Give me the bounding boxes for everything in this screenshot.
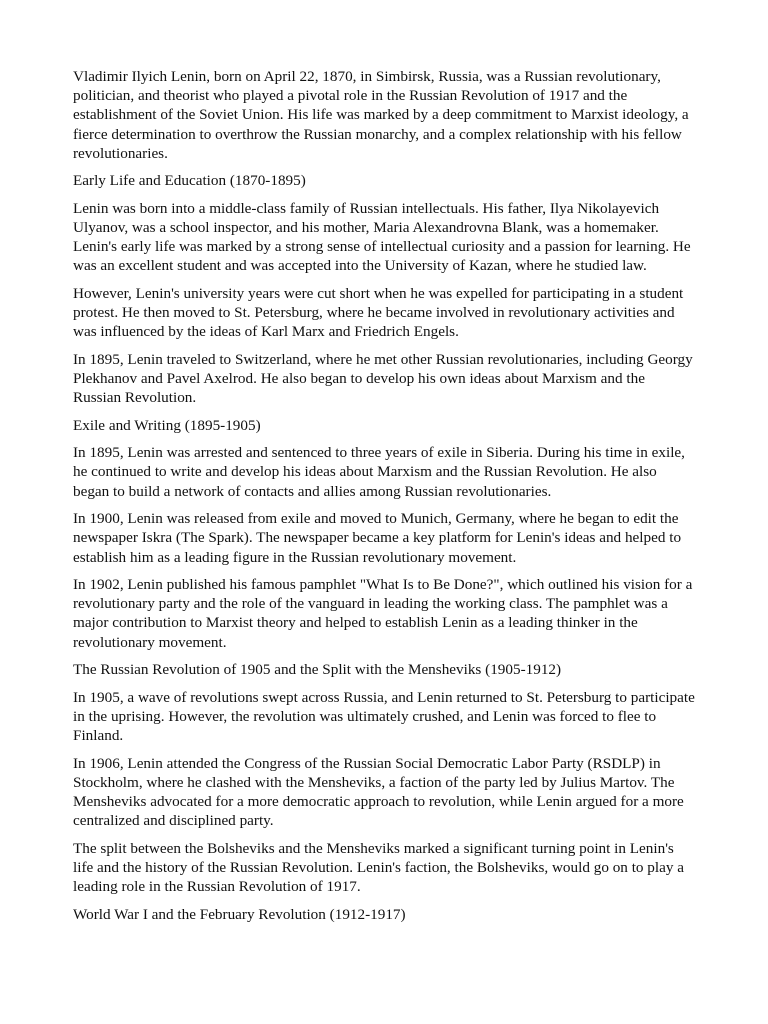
paragraph-what-is-to-be-done: In 1902, Lenin published his famous pamphlet "What Is to Be Done?", which outlined his vision for a revolutionary party and the role of the vanguard in leading the working class. The pamphlet was a major contribution to Marxist theory and helped to establish Lenin as a leading thinker in the revolutionary movement. <box>73 576 693 651</box>
document-body <box>73 67 696 932</box>
paragraph-siberia: In 1895, Lenin was arrested and sentenced to three years of exile in Siberia. During his time in exile, he continued to write and develop his ideas about Marxism and the Russian Revolution. He also began to build a network of contacts and allies among Russian revolutionaries. <box>73 444 685 500</box>
section-heading-early-life: Early Life and Education (1870-1895) <box>73 172 306 190</box>
paragraph-split: The split between the Bolsheviks and the Mensheviks marked a significant turning point in Lenin's life and the history of the Russian Revolution. Lenin's faction, the Bolsheviks, would go on to play a leading role in the Russian Revolution of 1917. <box>73 839 684 896</box>
section-heading-world-war: World War I and the February Revolution (1912-1917) <box>73 905 406 923</box>
paragraph-uprising: In 1905, a wave of revolutions swept across Russia, and Lenin returned to St. Petersburg to participate in the uprising. However, the revolution was ultimately crushed, and Lenin was forced to flee to Finland. <box>73 688 695 745</box>
paragraph-family: Lenin was born into a middle-class family of Russian intellectuals. His father, Ilya Nikolayevich Ulyanov, was a school inspector, and his mother, Maria Alexandrovna Blank, was a homemaker. Lenin's early life was marked by a strong sense of intellectual curiosity and a passion for learning. He was an excellent student and was accepted into the University of Kazan, where he studied law. <box>73 199 691 275</box>
paragraph-switzerland: In 1895, Lenin traveled to Switzerland, where he met other Russian revolutionaries, including Georgy Plekhanov and Pavel Axelrod. He also began to develop his own ideas about Marxism and the Russian Revolution. <box>73 350 693 407</box>
paragraph-university: However, Lenin's university years were cut short when he was expelled for participating in a student protest. He then moved to St. Petersburg, where he became involved in revolutionary activities and was influenced by the ideas of Karl Marx and Friedrich Engels. <box>73 284 684 341</box>
paragraph-congress: In 1906, Lenin attended the Congress of the Russian Social Democratic Labor Party (RSDLP) in Stockholm, where he clashed with the Mensheviks, a faction of the party led by Julius Martov. The Mensheviks advocated for a more democratic approach to revolution, while Lenin argued for a more centralized and disciplined party. <box>73 754 684 830</box>
paragraph-iskra: In 1900, Lenin was released from exile and moved to Munich, Germany, where he began to edit the newspaper Iskra (The Spark). The newspaper became a key platform for Lenin's ideas and helped to establish him as a leading figure in the Russian revolutionary movement. <box>73 510 682 566</box>
section-heading-exile: Exile and Writing (1895-1905) <box>73 416 261 434</box>
intro-paragraph: Vladimir Ilyich Lenin, born on April 22, 1870, in Simbirsk, Russia, was a Russian revolutionary, politician, and theorist who played a pivotal role in the Russian Revolution of 1917 and the establishment of the Soviet Union. His life was marked by a deep commitment to Marxist ideology, a fierce determination to overthrow the Russian monarchy, and a complex relationship with his fellow revolutionaries. <box>73 68 689 162</box>
section-heading-1905-revolution: The Russian Revolution of 1905 and the Split with the Mensheviks (1905-1912) <box>73 661 562 679</box>
